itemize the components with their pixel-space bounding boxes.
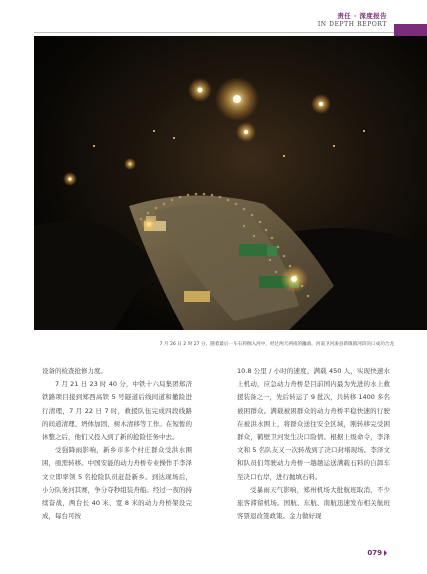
header-divider xyxy=(34,32,394,33)
night-rescue-photo xyxy=(34,36,427,330)
photo-caption: 7 月 26 日 2 时 27 分，随着最后一车石料倒入河中，经过两天两夜的鏖战，河南卫河浚县新镇镇河段决口成功合龙 xyxy=(159,342,394,347)
section-subtitle: IN DEPTH REPORT xyxy=(317,21,387,28)
page-number xyxy=(367,549,387,557)
paragraph: 受强降雨影响，新乡市多个村庄群众受洪水围困，亟需转移。中国安能的动力舟桥专业操作手李泽文立即率领 5 名抢险队员赶赴新乡。到达现场后，小分队务河其赛，争分夺秒组装舟船。经过一夜的持续奋战，两台长 40 米、宽 8 米的动力舟桥架设完成，每台可按 xyxy=(42,446,192,521)
article-column-left xyxy=(42,365,192,523)
article-column-right xyxy=(237,365,390,523)
paragraph: 设备的检查抢修力度。 xyxy=(42,367,107,375)
paragraph: 受暴雨天气影响，郑州机场大批航班取消，不少旅客滞留机场。国航、东航、南航迅速发布相关航班客票退改签政策。金力做好现 xyxy=(237,485,390,521)
section-title: 责任 · 深度报告 xyxy=(337,12,387,20)
header-color-tab xyxy=(394,24,427,36)
paragraph: 10.8 公里 / 小时的速度，满载 450 人，实现快速水上机动，应急动力舟桥是目前国内最为先进的水上救援装备之一，先后转运了 9 批次，共转移 1400 多名被困群众。满载被困群众的动力舟桥平稳快速的行驶在被洪水围上，将群众送往安全区域，刚转移完受困群众，鹤壁卫河发生决口险情。根据上级命令，李泽文和 5 名队友又一次转战到了决口封堵现场。李泽文和队员们驾驶动力舟桥一趟趟运送满载石料的自卸车至决口右岸，进行抛填石料。 xyxy=(237,367,390,481)
paragraph: 7 月 21 日 23 时 40 分，中铁十六局集团郑济铁路项目接到郑西高铁 5 号隧道后线间道和撤险进行清理，7 月 22 日 7 时，救援队伍完成四段线路的间道清理、坍体加固、树木清移等工作。在短暂的休整之后，他们又投入到了新的抢险任务中去。 xyxy=(42,380,192,442)
page-number-text: 079 xyxy=(367,549,382,557)
page-marker-icon xyxy=(384,550,387,556)
